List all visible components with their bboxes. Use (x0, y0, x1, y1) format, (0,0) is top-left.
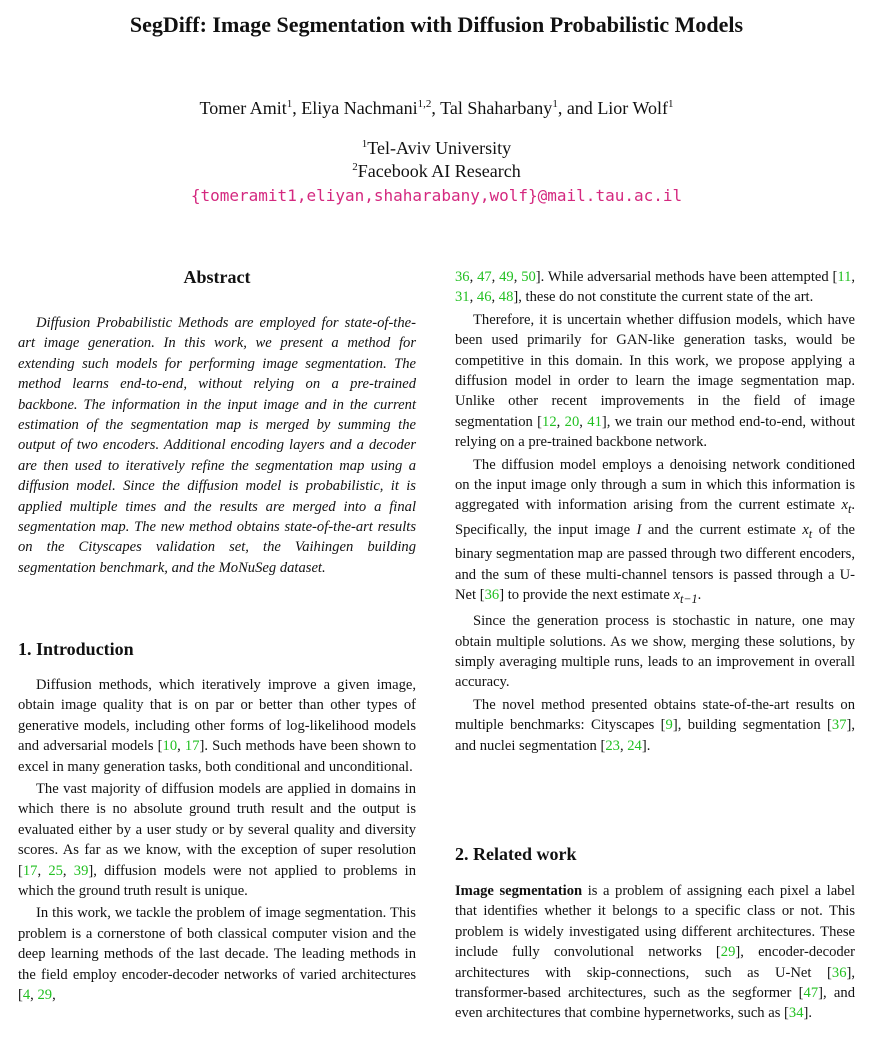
citation-separator: , (619, 737, 628, 754)
text-run: ] to provide the next estimate (499, 586, 674, 603)
citation-link[interactable]: 24 (627, 737, 642, 754)
paper-title: SegDiff: Image Segmentation with Diffusion Probabilistic Models (129, 12, 744, 37)
affiliation-2 (0, 159, 873, 183)
intro-paragraph-6: Since the generation process is stochastic in nature, one may obtain multiple solutions. As we show, merging these solutions, by simply averaging multiple runs, leads to an improvement in overall accuracy. (455, 613, 855, 691)
intro-paragraph-3-continued (455, 267, 855, 308)
citation-separator: , (37, 862, 49, 879)
citation-link[interactable]: 47 (477, 269, 492, 285)
affiliation-name: Tel-Aviv University (367, 138, 512, 158)
text-run: . (697, 586, 702, 603)
citation-separator: , (30, 987, 38, 1004)
citation-separator: , (579, 413, 588, 430)
author-name: Tal Shaharbany (440, 98, 553, 118)
author-affil-sup: 1,2 (417, 98, 432, 110)
author-list (0, 96, 873, 120)
citation-link[interactable]: 17 (22, 862, 38, 879)
text-run: ]. (641, 737, 651, 754)
citation-link[interactable]: 29 (720, 944, 736, 961)
text-run: ], and nuclei segmentation [ (455, 717, 855, 754)
text-run: ], building segmentation [ (672, 717, 832, 734)
author-email[interactable]: {tomeramit1,eliyan,shaharabany,wolf}@mail.tau.ac.il (190, 186, 683, 205)
math-symbol: x (673, 586, 680, 603)
citation-link[interactable]: 23 (605, 737, 620, 754)
text-run: In this work, we tackle the problem of image segmentation. This problem is a cornerstone of both classical computer vision and the deep learning methods of the last decade. The leading methods in the field employ encoder-decoder networks of varied architectures [ (18, 905, 416, 1004)
text-run: of the binary segmentation map are passed through two different encoders, and the sum of these multi-channel tensors is passed through a U-Net [ (455, 521, 855, 603)
text-run: ], we train our method end-to-end, without relying on a pre-trained backbone network. (455, 413, 856, 451)
text-run: The diffusion model employs a denoising network conditioned on the input image only through a sum in which this information is aggregated with information arising from the current estimate (455, 456, 855, 514)
citation-separator: , (177, 738, 185, 755)
citation-link[interactable]: 20 (564, 413, 580, 430)
citation-link[interactable]: 41 (587, 413, 602, 430)
text-run: Diffusion methods, which iteratively improve a given image, obtain image quality that is on par or better than other types of generative models, including other forms of log-likelihood models and adversarial models [ (18, 677, 416, 755)
citation-link[interactable]: 11 (837, 269, 852, 285)
citation-link[interactable]: 49 (499, 269, 514, 285)
citation-link[interactable]: 31 (455, 289, 470, 306)
author-separator: , (431, 98, 441, 118)
citation-link[interactable]: 36 (484, 586, 500, 603)
citation-link[interactable]: 25 (48, 862, 63, 879)
math-symbol: I (636, 521, 642, 538)
intro-paragraph-2 (18, 779, 416, 901)
abstract-text: Diffusion Probabilistic Methods are employed for state-of-the-art image generation. In this work, we present a method for extending such models for performing image segmentation. The method learns end-to-end, without relying on a pre-trained backbone. The information in the input image and in the current estimation of the segmentation map is merged by summing the output of two encoders. Additional encoding layers and a decoder are then used to iteratively refine the segmentation map using a diffusion model. Since the diffusion model is probabilistic, it is applied multiple times and the results are merged into a final segmentation map. The new method obtains state-of-the-art results on the Cityscapes validation set, the Vaihingen building segmentation benchmark, and the MoNuSeg dataset. (18, 315, 416, 576)
paragraph-lead: Image segmentation (455, 883, 583, 899)
citation-link[interactable]: 4 (22, 987, 31, 1004)
introduction-heading: 1. Introduction (18, 639, 134, 659)
author-name: Tomer Amit (199, 98, 287, 118)
related-work-paragraph (455, 881, 855, 1024)
citation-link[interactable]: 50 (521, 269, 536, 285)
math-symbol: x (802, 521, 809, 538)
affiliation-sup: 1 (361, 138, 368, 150)
related-work-heading: 2. Related work (455, 844, 577, 864)
citation-link[interactable]: 37 (831, 717, 847, 734)
citation-separator: , (469, 269, 478, 285)
intro-paragraph-7 (455, 695, 855, 756)
intro-paragraph-5 (455, 455, 855, 610)
text-run: . Specifically, the input image (455, 497, 855, 538)
text-run: ], encoder-decoder architectures with skip-connections, such as U-Net [ (455, 944, 855, 981)
citation-link[interactable]: 46 (476, 289, 492, 306)
citation-link[interactable]: 47 (803, 985, 819, 1002)
right-column-body (455, 267, 855, 756)
abstract-heading: Abstract (183, 267, 251, 287)
citation-separator: , (52, 987, 56, 1004)
citation-link[interactable]: 34 (788, 1005, 804, 1022)
text-run: ]. (803, 1005, 813, 1022)
citation-separator: , (491, 269, 500, 285)
intro-paragraph-3 (18, 903, 416, 1005)
citation-separator: , (469, 289, 477, 306)
citation-link[interactable]: 36 (455, 269, 470, 285)
text-run: ], transformer-based architectures, such as the segformer [ (455, 964, 855, 1002)
author-affil-sup: 1 (668, 98, 674, 110)
citation-link[interactable]: 12 (542, 413, 557, 430)
abstract-body (18, 313, 416, 578)
affiliation-1 (0, 136, 873, 160)
affiliation-name: Facebook AI Research (357, 161, 521, 181)
citation-separator: , (491, 289, 499, 306)
text-run: and the current estimate (641, 521, 803, 538)
citation-link[interactable]: 48 (498, 289, 514, 306)
citation-separator: , (62, 862, 74, 879)
text-run: The vast majority of diffusion models are applied in domains in which there is no absolute ground truth result and the output is evaluated either by a user study or by several quality and diversity scores. As far as we know, with the exception of super resolution [ (18, 781, 416, 879)
author-separator: , (292, 98, 302, 118)
math-subscript: t−1 (679, 591, 698, 606)
text-run: Therefore, it is uncertain whether diffusion models, which have been used primarily for GAN-like generation tasks, would be competitive in this domain. In this work, we propose applying a diffusion model in order to learn the image segmentation map. Unlike other recent improvements in the field of image segmentation [ (455, 311, 855, 430)
author-affil-sup: 1 (286, 98, 293, 110)
intro-paragraph-4 (455, 310, 855, 453)
author-affil-sup: 1 (552, 98, 558, 110)
citation-link[interactable]: 39 (73, 862, 89, 879)
citation-separator: , (556, 413, 565, 430)
text-run: ]. Such methods have been shown to excel in many generation tasks, both conditional and unconditional. (18, 738, 417, 775)
citation-link[interactable]: 10 (162, 738, 178, 755)
text-run: is a problem of assigning each pixel a label that identifies whether it belongs to a specific class or not. This problem is widely investigated using different architectures. These include fully convolutional networks [ (455, 883, 856, 961)
text-run: ]. While adversarial methods have been attempted [ (535, 269, 838, 285)
citation-link[interactable]: 36 (831, 964, 847, 981)
citation-link[interactable]: 17 (184, 738, 200, 755)
math-subscript: t (847, 502, 852, 517)
intro-paragraph-1 (18, 675, 416, 777)
text-run: ], diffusion models were not applied to problems in which the ground truth result is unique. (18, 862, 417, 900)
text-run: The novel method presented obtains state-of-the-art results on multiple benchmarks: Cityscapes [ (455, 696, 855, 734)
citation-link[interactable]: 29 (37, 987, 53, 1004)
citation-separator: , (851, 269, 856, 285)
author-name: Eliya Nachmani (301, 98, 418, 118)
text-run: ], and even architectures that combine hypernetworks, such as [ (455, 985, 855, 1022)
citation-link[interactable]: 9 (665, 717, 673, 734)
author-name: Lior Wolf (597, 98, 669, 118)
affiliation-sup: 2 (352, 161, 358, 173)
related-work-body (455, 881, 855, 1024)
author-separator: , and (557, 98, 598, 118)
introduction-body (18, 675, 416, 1006)
text-run: ], these do not constitute the current state of the art. (513, 289, 814, 306)
citation-separator: , (513, 269, 522, 285)
math-subscript: t (808, 526, 813, 541)
math-symbol: x (841, 497, 848, 514)
